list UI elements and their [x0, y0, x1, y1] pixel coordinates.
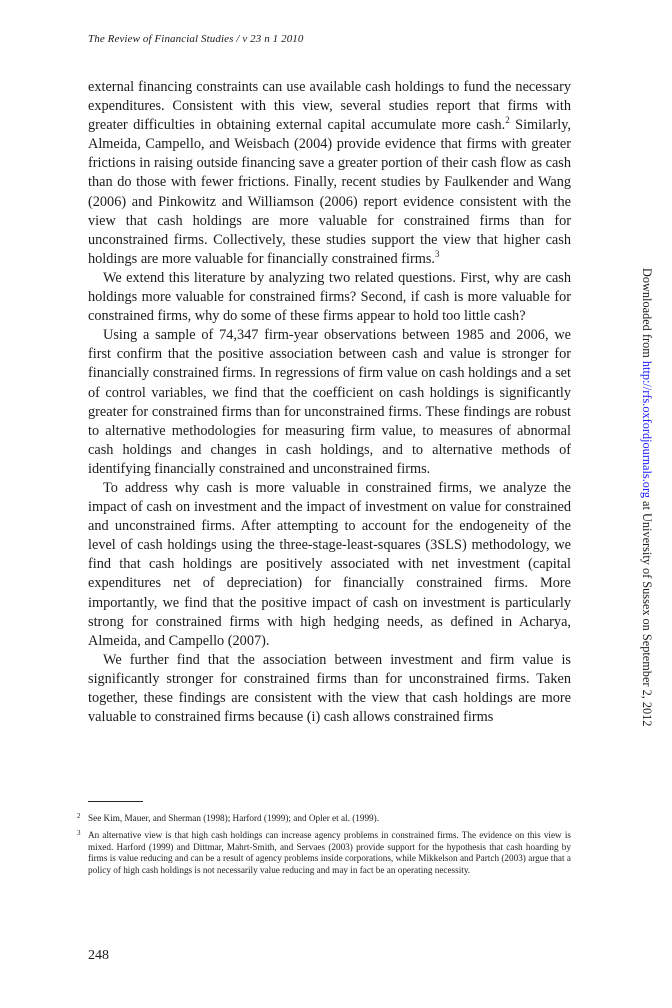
paragraph-1	[88, 78, 571, 269]
footnote-ref-2[interactable]: 2	[505, 115, 510, 126]
paragraph-3: Using a sample of 74,347 firm-year observations between 1985 and 2006, we first confirm that the positive association between cash and value is stronger for financially constrained firms. In regressions of firm value on cash holdings and a set of control variables, we find that the coefficient on cash holdings is significantly greater for constrained firms than for unconstrained firms. These findings are robust to alternative methodologies for measuring firm value, to measures of abnormal cash holdings and changes in cash holdings, and to alternative methods of identifying financially constrained and unconstrained firms.	[88, 327, 571, 477]
download-suffix: at University of Sussex on September 2, 2012	[640, 497, 654, 727]
running-head: The Review of Financial Studies / v 23 n 1 2010	[88, 33, 304, 45]
footnotes	[77, 812, 571, 882]
body-text	[88, 78, 571, 727]
paragraph-5: We further find that the association between investment and firm value is significantly stronger for constrained firms than for unconstrained firms. Taken together, these findings are consistent with the view that cash holdings are more valuable to constrained firms because (i) cash allows constrained firms	[88, 651, 571, 726]
footnote-mark: 2	[77, 812, 81, 820]
footnote-divider	[88, 801, 143, 802]
download-watermark	[640, 268, 654, 727]
footnote-mark: 3	[77, 829, 81, 838]
footnote-3	[77, 829, 571, 876]
paragraph-2: We extend this literature by analyzing two related questions. First, why are cash holdings more valuable for constrained firms? Second, if cash is more valuable for constrained firms, why do some of these firms appear to hold too little cash?	[88, 269, 571, 325]
footnote-ref-3[interactable]: 3	[434, 249, 440, 260]
paragraph-4: To address why cash is more valuable in constrained firms, we analyze the impact of cash on investment and the impact of investment on value for constrained and unconstrained firms. After attempting to account for the endogeneity of the level of cash holdings using the three-stage-least-squares (3SLS) methodology, we find that cash holdings are positively associated with net investment (capital expenditures net of depreciation) for financially constrained firms. More importantly, we find that the positive impact of cash on investment is particularly strong for constrained firms with high hedging needs, as defined in Acharya, Almeida, and Campello (2007).	[88, 479, 571, 649]
page-number: 248	[88, 948, 109, 963]
footnote-text: An alternative view is that high cash holdings can increase agency problems in constrained firms. The evidence on this view is mixed. Harford (1999) and Dittmar, Mahrt-Smith, and Servaes (2003) provide support for the hypothesis that cash hoarding by firms is value reducing and can be a result of agency problems inside corporations, while Mikkelson and Partch (2003) argue that a policy of high cash holdings is not necessarily value reducing and may in fact be an operating necessity.	[88, 830, 571, 875]
paragraph-1-part-a: external financing constraints can use available cash holdings to fund the necessary expenditures. Consistent with this view, several studies report that firms with greater difficulties in obtaining external capital accumulate more cash.	[88, 79, 571, 134]
journal-link[interactable]: http://rfs.oxfordjournals.org	[640, 360, 654, 498]
footnote-text: See Kim, Mauer, and Sherman (1998); Harford (1999); and Opler et al. (1999).	[88, 813, 379, 823]
download-prefix: Downloaded from	[640, 268, 654, 361]
footnote-2	[77, 812, 571, 824]
paragraph-1-part-b: Similarly, Almeida, Campello, and Weisbach (2004) provide evidence that firms with greater frictions in raising outside financing save a greater portion of their cash flow as cash than do those with fewer frictions. Finally, recent studies by Faulkender and Wang (2006) and Pinkowitz and Williamson (2006) report evidence consistent with the view that cash holdings are more valuable for constrained firms than for unconstrained firms. Collectively, these studies support the view that higher cash holdings are more valuable for financially constrained firms.	[88, 117, 571, 267]
